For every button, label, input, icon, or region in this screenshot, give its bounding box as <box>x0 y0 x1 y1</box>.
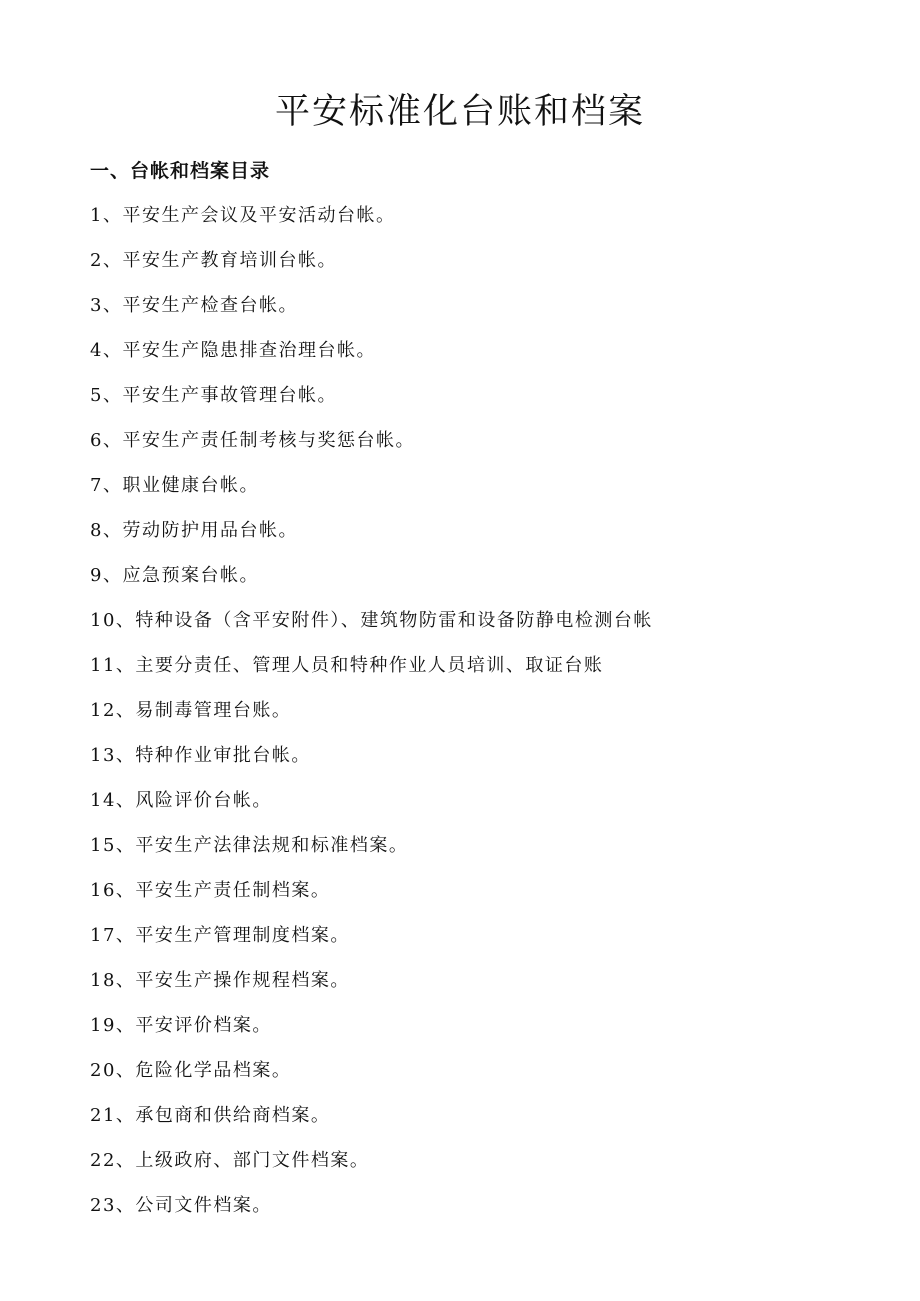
toc-item: 16、平安生产责任制档案。 <box>90 880 331 901</box>
toc-item: 2、平安生产教育培训台帐。 <box>90 250 337 271</box>
toc-item: 7、职业健康台帐。 <box>90 475 259 496</box>
toc-item: 23、公司文件档案。 <box>90 1195 272 1216</box>
toc-item: 21、承包商和供给商档案。 <box>90 1105 331 1126</box>
toc-list <box>90 199 653 1234</box>
toc-item: 6、平安生产责任制考核与奖惩台帐。 <box>90 430 415 451</box>
toc-item: 19、平安评价档案。 <box>90 1015 272 1036</box>
toc-item: 17、平安生产管理制度档案。 <box>90 925 350 946</box>
toc-item: 1、平安生产会议及平安活动台帐。 <box>90 205 396 226</box>
toc-item: 20、危险化学品档案。 <box>90 1060 292 1081</box>
toc-item: 13、特种作业审批台帐。 <box>90 745 311 766</box>
toc-item: 5、平安生产事故管理台帐。 <box>90 385 337 406</box>
toc-item: 15、平安生产法律法规和标准档案。 <box>90 835 409 856</box>
toc-item: 9、应急预案台帐。 <box>90 565 259 586</box>
toc-item: 22、上级政府、部门文件档案。 <box>90 1150 370 1171</box>
toc-item: 10、特种设备（含平安附件）、建筑物防雷和设备防静电检测台帐 <box>90 610 653 631</box>
toc-item: 8、劳动防护用品台帐。 <box>90 520 298 541</box>
toc-item: 12、易制毒管理台账。 <box>90 700 292 721</box>
toc-item: 3、平安生产检查台帐。 <box>90 295 298 316</box>
toc-item: 14、风险评价台帐。 <box>90 790 272 811</box>
section-heading: 一、台帐和档案目录 <box>90 160 271 182</box>
toc-item: 18、平安生产操作规程档案。 <box>90 970 350 991</box>
toc-item: 4、平安生产隐患排查治理台帐。 <box>90 340 376 361</box>
document-title: 平安标准化台账和档案 <box>274 92 645 132</box>
toc-item: 11、主要分责任、管理人员和特种作业人员培训、取证台账 <box>90 655 604 676</box>
